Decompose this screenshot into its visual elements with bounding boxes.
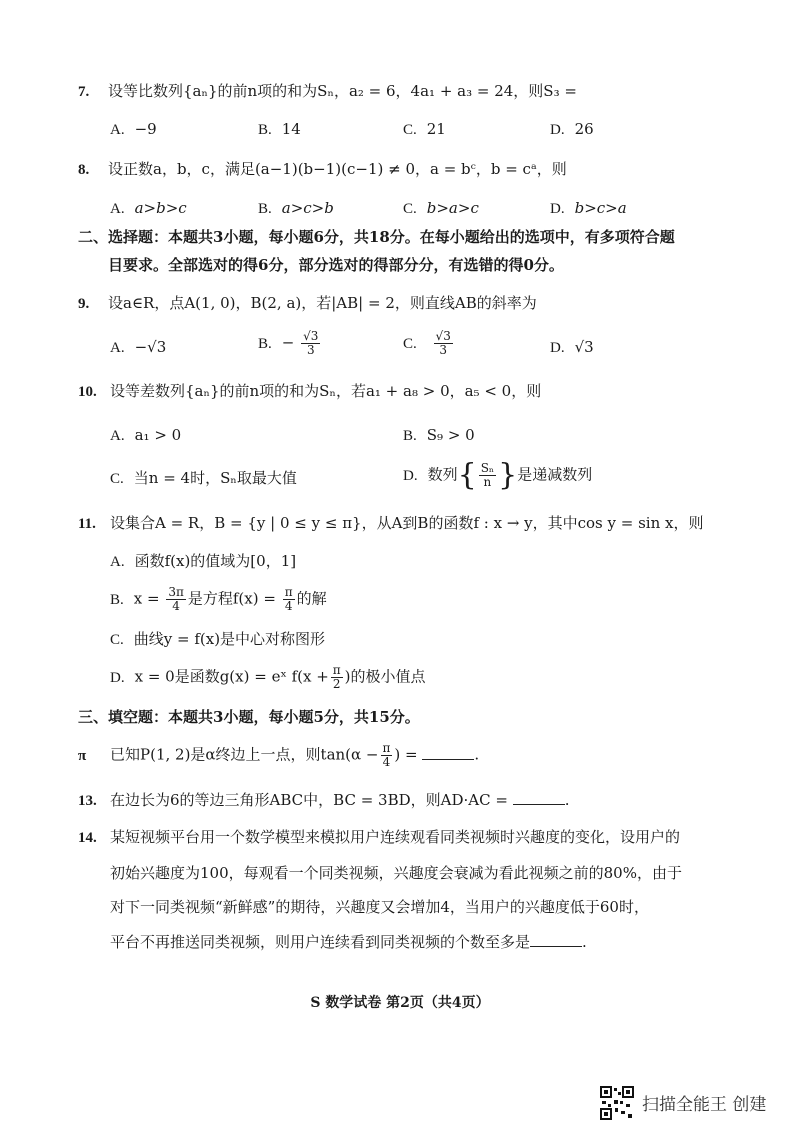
- question-8: 8. 设正数a，b，c，满足(a−1)(b−1)(c−1) ≠ 0，a = bᶜ，b = cᵃ，则: [78, 160, 567, 178]
- q8-option-a: A. a>b>c: [110, 199, 187, 217]
- section-2-heading-cont: 目要求。全部选对的得6分，部分选对的得部分分，有选错的得0分。: [108, 256, 564, 274]
- q7-option-d: D. 26: [550, 120, 594, 138]
- question-12: π 已知P(1, 2)是α终边上一点，则tan(α − $\frac{\pi}{4}$ ) = .: [78, 741, 480, 769]
- q10-option-b: B. S₉ > 0: [403, 426, 475, 444]
- q10-option-d: D. 数列{ $\frac{\text{Sₙ}}{n}$ }是递减数列: [403, 457, 593, 493]
- q9-option-a: A. −√3: [110, 338, 167, 356]
- q10-option-c: C. 当n = 4时，Sₙ取最大值: [110, 469, 297, 487]
- question-14-line-2: 初始兴趣度为100，每观看一个同类视频，兴趣度会衰减为看此视频之前的80%，由于: [110, 864, 682, 882]
- q9-option-c: C. $\frac{√3}{3}$: [403, 329, 451, 357]
- question-13: 13. 在边长为6的等边三角形ABC中，BC = 3BD，则AD·AC = .: [78, 788, 569, 812]
- question-7: 7. 设等比数列{aₙ}的前n项的和为Sₙ，a₂ = 6，4a₁ + a₃ = 24，则S₃ =: [78, 82, 577, 100]
- answer-blank: [513, 788, 565, 805]
- question-11: 11. 设集合A = R，B = {y | 0 ≤ y ≤ π}，从A到B的函数f : x → y，其中cos y = sin x，则: [78, 514, 704, 532]
- q8-option-d: D. b>c>a: [550, 199, 627, 217]
- question-9: 9. 设a∈R，点A(1, 0)，B(2, a)，若|AB| = 2，则直线AB的斜率为: [78, 294, 537, 312]
- fraction: $\frac{√3}{3}$: [303, 329, 319, 357]
- watermark-text: 扫描全能王 创建: [642, 1095, 767, 1115]
- q11-option-c: C. 曲线y = f(x)是中心对称图形: [110, 630, 326, 648]
- q8-option-c: C. b>a>c: [403, 199, 479, 217]
- fraction: $\frac{\pi}{4}$: [284, 585, 293, 613]
- page-footer: S 数学试卷 第2页（共4页）: [310, 995, 490, 1011]
- fraction: $\frac{\text{Sₙ}}{n}$: [480, 461, 495, 489]
- answer-blank: [530, 930, 582, 947]
- question-14-line-4: 平台不再推送同类视频，则用户连续看到同类视频的个数至多是 .: [110, 930, 587, 953]
- fraction: $\frac{\pi}{4}$: [382, 741, 391, 769]
- q11-option-d: D. x = 0是函数g(x) = eˣ f(x + $\frac{\pi}{2}$ )的极小值点: [110, 663, 426, 691]
- fraction: $\frac{√3}{3}$: [435, 329, 451, 357]
- q7-option-a: A. −9: [110, 120, 157, 138]
- q11-option-a: A. 函数f(x)的值域为[0，1]: [110, 552, 297, 570]
- section-3-heading: 三、填空题：本题共3小题，每小题5分，共15分。: [78, 708, 420, 726]
- q10-option-a: A. a₁ > 0: [110, 426, 182, 444]
- q11-option-b: B. x = $\frac{3\pi}{4}$ 是方程f(x) = $\frac{\pi}{4}$ 的解: [110, 585, 327, 613]
- q7-option-c: C. 21: [403, 120, 446, 138]
- q7-option-b: B. 14: [258, 120, 301, 138]
- q9-option-b: B. − $\frac{√3}{3}$: [258, 329, 319, 357]
- question-10: 10. 设等差数列{aₙ}的前n项的和为Sₙ，若a₁ + a₈ > 0，a₅ < 0，则: [78, 382, 542, 400]
- q9-option-d: D. √3: [550, 338, 594, 356]
- fraction: $\frac{3\pi}{4}$: [168, 585, 184, 613]
- question-14: 14. 某短视频平台用一个数学模型来模拟用户连续观看同类视频时兴趣度的变化，设用户的: [78, 828, 681, 846]
- qr-code-icon: [600, 1086, 634, 1120]
- q8-option-b: B. a>c>b: [258, 199, 334, 217]
- section-2-heading: 二、选择题：本题共3小题，每小题6分，共18分。在每小题给出的选项中，有多项符合题: [78, 228, 675, 246]
- question-14-line-3: 对下一同类视频“新鲜感”的期待，兴趣度又会增加4，当用户的兴趣度低于60时，: [110, 898, 649, 916]
- fraction: $\frac{\pi}{2}$: [332, 663, 341, 691]
- answer-blank: [422, 743, 474, 760]
